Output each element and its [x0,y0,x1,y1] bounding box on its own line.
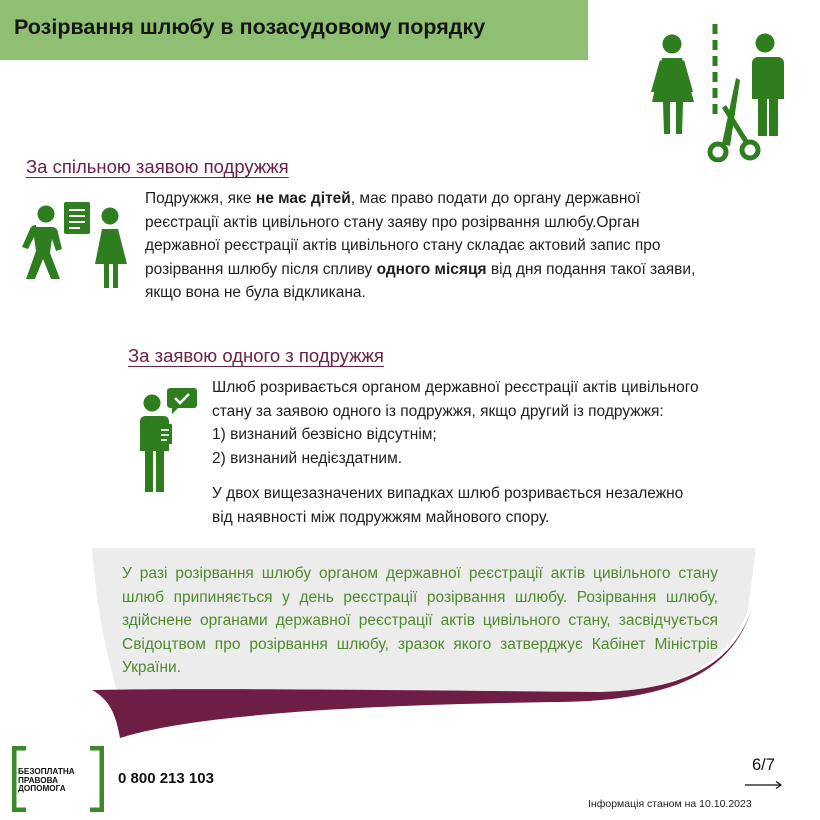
section-heading-joint-application: За спільною заявою подружжя [26,156,289,177]
text-run: , має право подати до органу державної [350,190,641,207]
section2-line-6: від наявності між подружжям майнового спору. [212,508,550,526]
section2-line-2: стану за заявою одного із подружжя, якщо другий із подружжя: [212,402,664,420]
arrow-right-icon[interactable] [744,780,784,790]
text-run: якщо вона не була відкликана. [145,284,366,302]
date-note: Інформація станом на 10.10.2023 [588,798,752,810]
page-title: Розірвання шлюбу в позасудовому порядку [14,15,486,39]
logo-line: ДОПОМОГА [18,784,66,794]
text-run: Подружжя, яке [145,190,256,207]
logo-line: БЕЗОПЛАТНА [18,767,75,776]
text-run: розірвання шлюбу після спливу [145,260,377,278]
logo-line: ПРАВОВА [18,775,59,785]
emphasis-no-children: не має дітей [255,190,351,207]
text-run: державної реєстрації актів цивільного стану складає актовий запис про [145,237,661,255]
page-number: 6/7 [752,756,775,774]
logo-text [18,768,75,794]
emphasis-one-month: одного місяця [376,260,487,278]
text-run: від дня подання такої заяви, [486,260,696,278]
section2-line-5: У двох вищезазначених випадках шлюб розривається незалежно [212,485,684,502]
hotline-phone[interactable]: 0 800 213 103 [118,770,214,787]
section2-line-4: 2) визнаний недієздатним. [212,449,403,467]
section2-line-1: Шлюб розривається органом державної реєстрації актів цивільного [212,379,699,396]
section2-line-3: 1) визнаний безвісно відсутнім; [212,426,437,444]
text-run: реєстрації актів цивільного стану заяву про розірвання шлюбу.Орган [145,213,640,231]
section-heading-single-application: За заявою одного з подружжя [128,345,384,366]
note-text: У разі розірвання шлюбу органом державної реєстрації актів цивільного стану шлюб припиняється у день реєстрації розірвання шлюбу. Розірвання шлюбу, здійснене органами державної реєстрації актів цивільного стану, засвідчується Свідоцтвом про розірвання шлюбу, зразок якого затверджує Кабінет Міністрів України. [122,565,718,677]
